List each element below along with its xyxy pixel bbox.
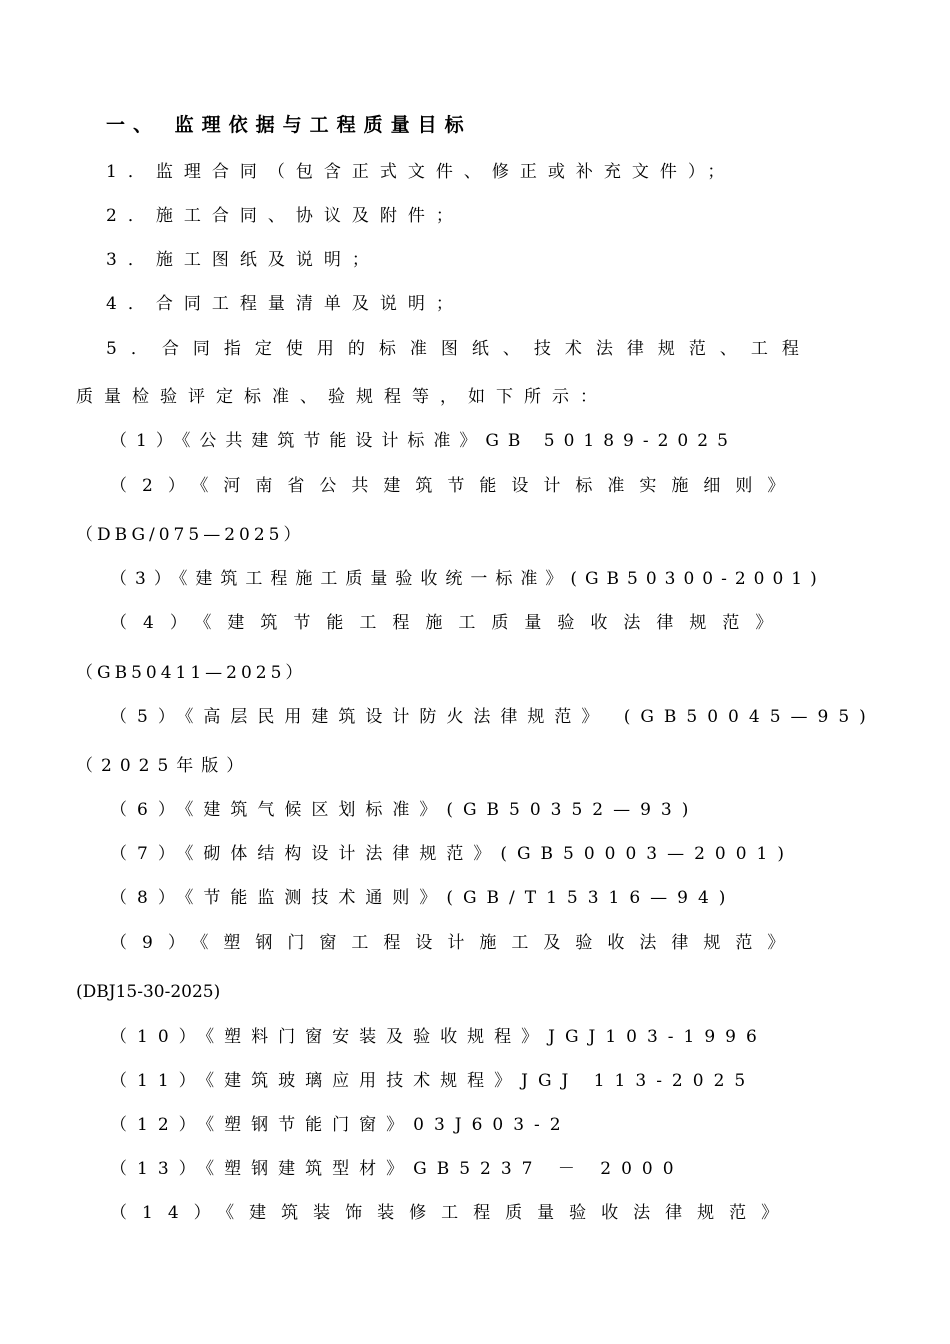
standard-item: （6）《建筑气候区划标准》(GB50352—93) <box>110 800 699 820</box>
basis-item: 2．施工合同、协议及附件； <box>106 206 464 226</box>
standard-item-continued: （GB50411—2025） <box>76 663 307 683</box>
basis-item: 5．合同指定使用的标准图纸、技术法律规范、工程 <box>106 339 813 359</box>
standard-item-continued: (DBJ15-30-2025) <box>76 982 221 1002</box>
standard-item: （4）《建筑节能工程施工质量验收法律规范》 <box>110 613 789 633</box>
standard-item: （13）《塑钢建筑型材》GB5237 － 2000 <box>110 1159 684 1179</box>
basis-item: 4．合同工程量清单及说明； <box>106 294 464 314</box>
standard-item: （11）《建筑玻璃应用技术规程》JGJ 113-2025 <box>110 1071 756 1091</box>
standard-item: （5）《高层民用建筑设计防火法律规范》 (GB50045—95) <box>110 707 876 727</box>
standard-item: （7）《砌体结构设计法律规范》(GB50003—2001) <box>110 844 794 864</box>
standard-item: （10）《塑料门窗安装及验收规程》JGJ103-1996 <box>110 1027 767 1047</box>
standard-item: （3）《建筑工程施工质量验收统一标准》(GB50300-2001) <box>110 569 825 589</box>
basis-item: 3．施工图纸及说明； <box>106 250 380 270</box>
standard-item: （2）《河南省公共建筑节能设计标准实施细则》 <box>110 476 800 496</box>
standard-item: （12）《塑钢节能门窗》03J603-2 <box>110 1115 571 1135</box>
standard-item: （8）《节能监测技术通则》(GB/T15316—94) <box>110 888 736 908</box>
standard-item-continued: （2025年版） <box>76 756 252 776</box>
standard-item-continued: （DBG/075—2025） <box>76 525 305 545</box>
standard-item: （9）《塑钢门窗工程设计施工及验收法律规范》 <box>110 933 800 953</box>
basis-item: 1．监理合同（包含正式文件、修正或补充文件）； <box>106 162 736 182</box>
standard-item: （14）《建筑装饰装修工程质量验收法律规范》 <box>110 1203 794 1223</box>
section-heading: 一、 监理依据与工程质量目标 <box>106 114 472 136</box>
basis-item-continued: 质量检验评定标准、验规程等，如下所示： <box>76 387 608 407</box>
standard-item: （1）《公共建筑节能设计标准》GB 50189-2025 <box>110 431 737 451</box>
